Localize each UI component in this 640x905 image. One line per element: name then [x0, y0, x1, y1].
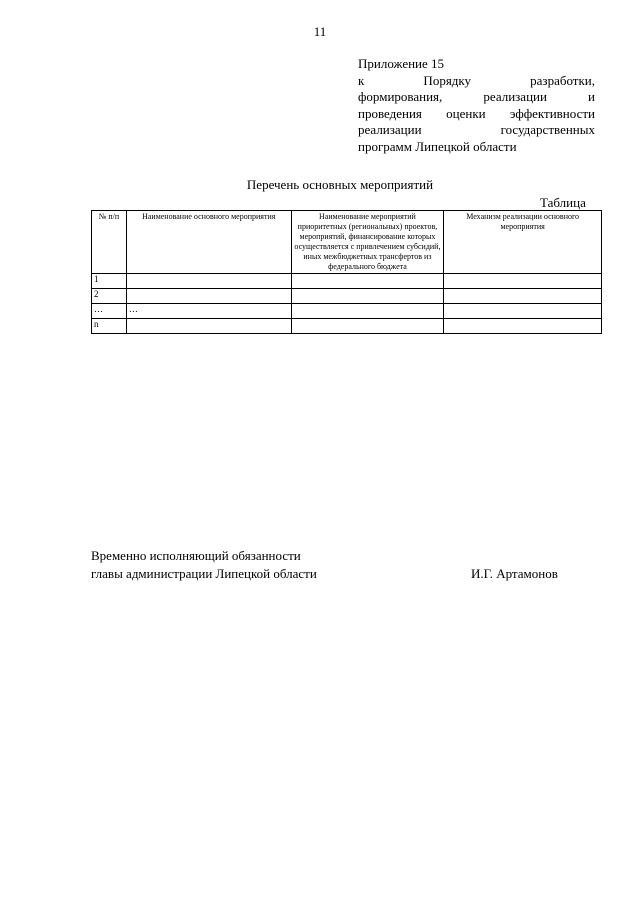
header-number: № п/п	[92, 211, 127, 274]
table-cell	[444, 274, 602, 289]
table-cell: …	[92, 304, 127, 319]
table-cell	[126, 319, 291, 334]
table-cell	[126, 274, 291, 289]
table-cell: 2	[92, 289, 127, 304]
header-main-event: Наименование основного мероприятия	[126, 211, 291, 274]
table-cell	[291, 304, 444, 319]
page-number: 11	[313, 24, 327, 39]
table-label: Таблица	[540, 195, 586, 210]
signature-name: И.Г. Артамонов	[471, 566, 558, 581]
appendix-line: программ Липецкой области	[358, 138, 517, 154]
table-cell	[291, 274, 444, 289]
table-cell	[126, 289, 291, 304]
document-title: Перечень основных мероприятий	[246, 177, 434, 192]
table-row	[92, 319, 602, 334]
header-mechanism: Механизм реализации основного мероприятия	[444, 211, 602, 274]
table-row	[92, 289, 602, 304]
events-table	[91, 210, 602, 334]
appendix-line: проведения оценки эффективности	[358, 105, 595, 121]
header-project-events: Наименование мероприятий приоритетных (региональных) проектов, мероприятий, финансирование которых осуществляется с привлечением субсидий, иных межбюджетных трансфертов из федерального бюджета	[291, 211, 444, 274]
table-cell	[291, 319, 444, 334]
appendix-block	[358, 56, 595, 155]
table-cell	[444, 304, 602, 319]
signature-position-line1: Временно исполняющий обязанности	[91, 548, 301, 563]
table-header-row	[92, 211, 602, 274]
table-cell: …	[126, 304, 291, 319]
table-row	[92, 304, 602, 319]
table-row	[92, 274, 602, 289]
table-cell	[444, 289, 602, 304]
table-cell: n	[92, 319, 127, 334]
appendix-line: к Порядку разработки,	[358, 72, 595, 88]
appendix-line: реализации государственных	[358, 122, 595, 137]
table-cell	[291, 289, 444, 304]
appendix-title: Приложение 15	[358, 56, 445, 71]
signature-position-line2: главы администрации Липецкой области	[91, 566, 317, 581]
table-cell: 1	[92, 274, 127, 289]
signature-position	[91, 547, 317, 583]
appendix-line: формирования, реализации и	[358, 89, 595, 104]
table-cell	[444, 319, 602, 334]
